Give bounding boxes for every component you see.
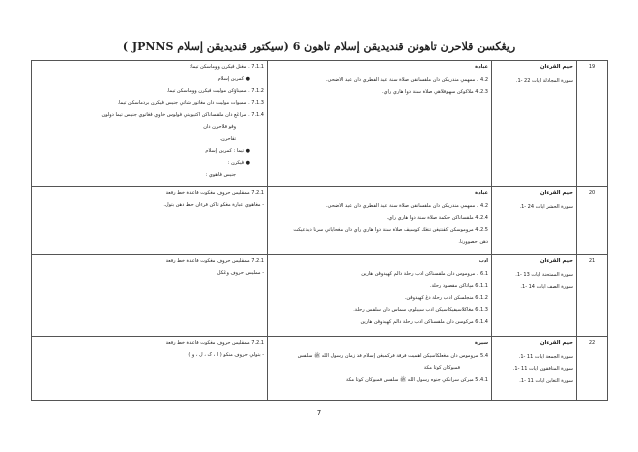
- standard-title: ادب: [478, 258, 488, 264]
- surah-item: سورة المنافقون ايات 11 -1.: [512, 366, 573, 372]
- sp-item: ● کمرين إسلام: [217, 76, 250, 82]
- learning-standard: [32, 255, 268, 337]
- standard-title: عبادة: [475, 190, 488, 196]
- sp-item: 7.2.1 ممڤليس حروف مڠکوت قاعدة خط رقعة: [165, 190, 264, 196]
- learning-standard: [32, 61, 268, 187]
- sp-item: ● تيما : کمرين إسلام: [205, 148, 250, 154]
- sp-item: - بتولي حروف منکو ( ا ، ک ، ل ، و ): [188, 352, 264, 358]
- standard-item: 6.1.1 مڽاتاکن مقصود رحلة.: [429, 283, 488, 289]
- sp-item: وڤو قلاحرن دان: [203, 124, 236, 130]
- standard-item: 4.2 . ممهمي مندريکن دان ملقسانقن صلاة سنة عيد الفطري دان عيد الاضحى.: [325, 203, 488, 209]
- surah-item: سورة الممتحنة ايات 13 -1.: [515, 272, 573, 278]
- sp-item: 7.2.1 ممڤليس حروف مڠکوت قاعدة خط رقعة: [165, 258, 264, 264]
- learning-area: [492, 337, 577, 401]
- area-title: حيم القرءان: [539, 258, 573, 264]
- content-standard: [268, 187, 492, 255]
- sp-item: 7.2.1 ممڤليس حروف مڠکوت قاعدة خط رقعة: [165, 340, 264, 346]
- area-title: حيم القرءان: [539, 64, 573, 70]
- learning-area: [492, 255, 577, 337]
- standard-item: 6.1.3 مڠاکلاسيفيکاسيکن ادب سيبلوم، سماس دان سلفس رحلة.: [353, 307, 488, 313]
- page-title: ريڠکسن قلاحرن تاهونن قنديديقن إسلام تاهون 6 (سيکتور قنديديقن إسلام JPNNS ): [122, 40, 516, 53]
- sp-item: 7.1.1 . مڠنل ڤيکرن ووماسکن تيما:: [189, 64, 264, 70]
- standard-item: قمبوکان کوتا مکة: [423, 365, 460, 371]
- content-standard: [268, 255, 492, 337]
- sp-item: 7.1.4 . مراڠع دان ملقساناکن اکتيويتي ڤولوس خاوي ڤڠاتوي جنيس تيما دولون: [101, 112, 264, 118]
- surah-item: سورة الجمعة ايات 11 -1.: [518, 354, 573, 360]
- learning-area: [492, 187, 577, 255]
- sp-item: جنيس ڤاهوي :: [205, 172, 236, 178]
- content-standard: [268, 61, 492, 187]
- table-row: [32, 187, 608, 255]
- surah-item: سورة التغابن ايات 11 -1.: [519, 378, 573, 384]
- sp-item: - ممليس حروف وڠکل: [216, 270, 264, 276]
- week-number: 21: [577, 255, 608, 337]
- standard-item: 5.4.1 مبرکن سرانکي جنوه رسول الله ﷺ سلفس قمبوکان کوتا مکة: [345, 377, 488, 383]
- standard-item: 4.2.4 ملقساناکن حکمة صلاة سنة دوا هاري راي.: [386, 215, 488, 221]
- standard-item: 4.2 . ممهمي مندريکن دان ملقسانقن صلاة سنة عيد الفطري دان عيد الاضحى.: [325, 77, 488, 83]
- learning-standard: [32, 337, 268, 401]
- week-number: 22: [577, 337, 608, 401]
- sp-item: تڤاحرن.: [219, 136, 236, 142]
- curriculum-table: [31, 60, 608, 401]
- week-number: 19: [577, 61, 608, 187]
- sp-item: 7.1.2 . مميناؤکن موليت ڤيکرن ووماسکن تيما.: [166, 88, 264, 94]
- area-title: حيم القرءان: [539, 340, 573, 346]
- content-standard: [268, 337, 492, 401]
- standard-item: 6.1.2 منجلسکن ادب رحلة دڠ کهيدوڤن.: [404, 295, 488, 301]
- surah-item: سورة الحشر ايات 24 -1.: [519, 204, 573, 210]
- table-row: [32, 61, 608, 187]
- standard-item: 5.4 مروموس دان مڠعلکاسيکن اهميت فرقة فرکمبڠن إسلام فد زمان رسول الله ﷺ سلفس: [297, 353, 488, 359]
- sp-item: 7.1.3 . ممبوات موليت دان مڠاتور شاتي جنيس ڤيکرن بردماسکن تيما.: [117, 100, 264, 106]
- surah-item: سورة المجادلة ايات 22 -1.: [515, 78, 573, 84]
- table-row: [32, 337, 608, 401]
- standard-item: 4.2.5 مروموسکن کڤنتيڠن تنڠڬ کوسيڤ صلاة سنة دوا هاري راي دان مڠحاياتي سرنا ديدعيکت: [293, 227, 488, 233]
- week-number: 20: [577, 187, 608, 255]
- standard-item: 6.1 . مروموس دان ملقسناکن ادب رحلة دالم کهيدوڤن هارين: [361, 271, 488, 277]
- sp-item: - مڠاهوي عبارة مڠکو تاکن قرءان حط دهن بتول.: [163, 202, 264, 208]
- sp-item: ● ڤيکرن :: [227, 160, 250, 166]
- learning-standard: [32, 187, 268, 255]
- standard-title: عبادة: [475, 64, 488, 70]
- page-number: 7: [316, 409, 322, 417]
- learning-area: [492, 61, 577, 187]
- standard-item: 6.1.4 مرکوسن دان ملقسناکن ادب رحلة دالم کهيدوڤن هارين: [360, 319, 488, 325]
- standard-item: دهن حصوورنا.: [458, 239, 488, 245]
- surah-item: سورة الصف ايات 14 -1.: [520, 284, 573, 290]
- area-title: حيم القرءان: [539, 190, 573, 196]
- standard-title: سيرة: [474, 340, 488, 346]
- standard-item: 4.2.3 ملاکوکن سهوقلاهي صلاة سنة دوا هاري راي.: [382, 89, 488, 95]
- table-row: [32, 255, 608, 337]
